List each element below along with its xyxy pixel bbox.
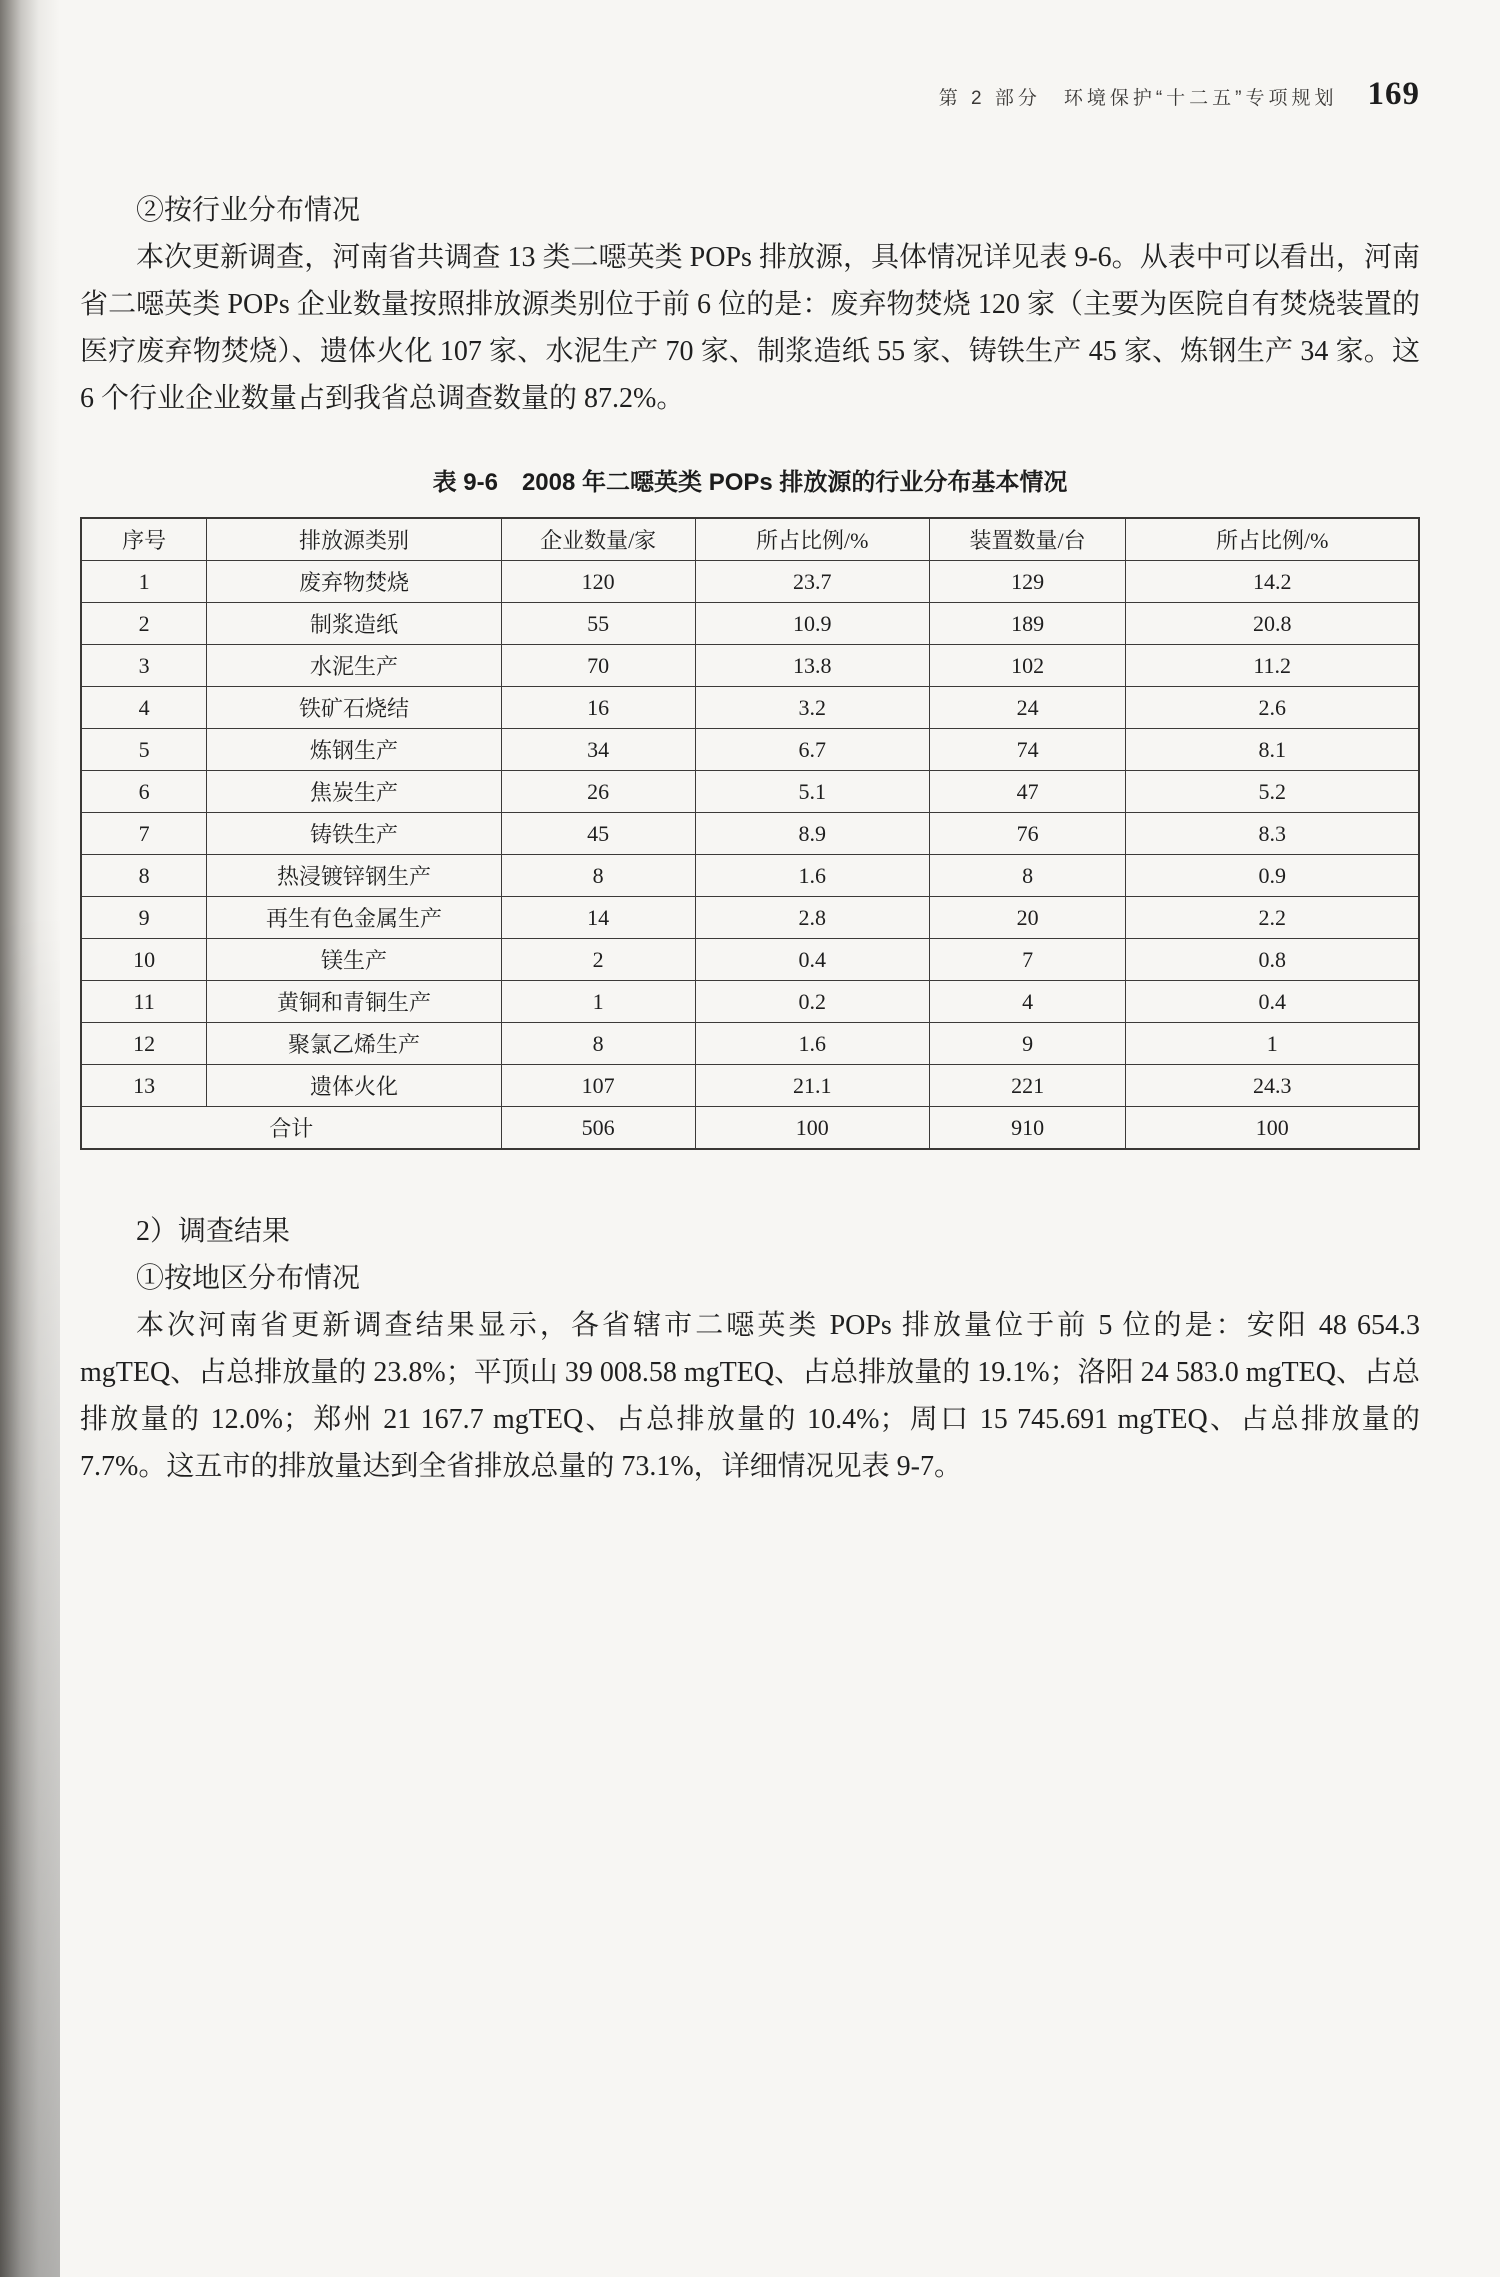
table-cell: 炼钢生产: [207, 729, 501, 771]
table-cell: 70: [501, 645, 695, 687]
column-header: 序号: [81, 518, 207, 561]
table-cell: 再生有色金属生产: [207, 897, 501, 939]
table-cell: 10: [81, 939, 207, 981]
table-cell: 506: [501, 1107, 695, 1150]
table-cell: 0.8: [1126, 939, 1419, 981]
table-cell: 74: [929, 729, 1126, 771]
table-cell: 11.2: [1126, 645, 1419, 687]
table-cell: 189: [929, 603, 1126, 645]
table-cell: 3: [81, 645, 207, 687]
table-cell: 8: [929, 855, 1126, 897]
table-cell: 100: [1126, 1107, 1419, 1150]
table-cell: 55: [501, 603, 695, 645]
table-cell: 2.2: [1126, 897, 1419, 939]
table-cell: 0.4: [695, 939, 929, 981]
table-caption: 表 9-6 2008 年二噁英类 POPs 排放源的行业分布基本情况: [432, 469, 1068, 496]
paragraph-region-distribution: 本次河南省更新调查结果显示，各省辖市二噁英类 POPs 排放量位于前 5 位的是：安阳 48 654.3 mgTEQ、占总排放量的 23.8%；平顶山 39 008.58 mgTEQ、占总排放量的 19.1%；洛阳 24 583.0 mgTEQ、占总排放量的 12.0%；郑州 21 167.7 mgTEQ、占总排放量的 10.4%；周口 15 745.691 mgTEQ、占总排放量的 7.7%。这五市的排放量达到全省排放总量的 73.1%，详细情况见表 9-7。: [80, 1310, 1420, 1482]
table-cell: 1: [501, 981, 695, 1023]
table-cell: 20.8: [1126, 603, 1419, 645]
table-cell: 26: [501, 771, 695, 813]
column-header: 所占比例/%: [1126, 518, 1419, 561]
table-cell: 129: [929, 561, 1126, 603]
table-cell: 1: [1126, 1023, 1419, 1065]
table-cell: 21.1: [695, 1065, 929, 1107]
table-row: [81, 981, 1419, 1023]
section-heading-industry: ②按行业分布情况: [136, 195, 361, 226]
table-cell: 9: [929, 1023, 1126, 1065]
table-cell: 铁矿石烧结: [207, 687, 501, 729]
table-cell: 2: [501, 939, 695, 981]
section-heading-results: 2）调查结果: [136, 1216, 291, 1247]
table-cell: 11: [81, 981, 207, 1023]
table-cell: 2: [81, 603, 207, 645]
table-cell: 6.7: [695, 729, 929, 771]
table-cell: 聚氯乙烯生产: [207, 1023, 501, 1065]
table-cell: 废弃物焚烧: [207, 561, 501, 603]
table-body: [81, 561, 1419, 1150]
paragraph-industry-distribution: 本次更新调查，河南省共调查 13 类二噁英类 POPs 排放源，具体情况详见表 9-6。从表中可以看出，河南省二噁英类 POPs 企业数量按照排放源类别位于前 6 位的是：废弃物焚烧 120 家（主要为医院自有焚烧装置的医疗废弃物焚烧）、遗体火化 107 家、水泥生产 70 家、制浆造纸 55 家、铸铁生产 45 家、炼钢生产 34 家。这 6 个行业企业数量占到我省总调查数量的 87.2%。: [80, 242, 1420, 414]
table-cell: 7: [81, 813, 207, 855]
table-cell: 24: [929, 687, 1126, 729]
table-cell: 铸铁生产: [207, 813, 501, 855]
page-binding-shadow: [0, 0, 60, 2277]
table-row: [81, 687, 1419, 729]
column-header: 企业数量/家: [501, 518, 695, 561]
table-cell: 黄铜和青铜生产: [207, 981, 501, 1023]
table-cell: 34: [501, 729, 695, 771]
table-cell: 107: [501, 1065, 695, 1107]
table-cell: 8.3: [1126, 813, 1419, 855]
table-cell: 3.2: [695, 687, 929, 729]
table-row: [81, 1065, 1419, 1107]
page-header: [80, 76, 1420, 113]
table-cell: 12: [81, 1023, 207, 1065]
table-cell: 1.6: [695, 855, 929, 897]
table-cell: 焦炭生产: [207, 771, 501, 813]
table-cell: 4: [81, 687, 207, 729]
table-total-label: 合计: [81, 1107, 501, 1150]
table-cell: 2.6: [1126, 687, 1419, 729]
table-cell: 10.9: [695, 603, 929, 645]
table-row: [81, 561, 1419, 603]
table-row: [81, 855, 1419, 897]
table-cell: 76: [929, 813, 1126, 855]
table-cell: 100: [695, 1107, 929, 1150]
table-cell: 221: [929, 1065, 1126, 1107]
table-cell: 镁生产: [207, 939, 501, 981]
table-cell: 0.9: [1126, 855, 1419, 897]
column-header: 装置数量/台: [929, 518, 1126, 561]
table-cell: 9: [81, 897, 207, 939]
table-cell: 2.8: [695, 897, 929, 939]
page-number: 169: [1367, 76, 1420, 112]
table-cell: 102: [929, 645, 1126, 687]
table-cell: 14.2: [1126, 561, 1419, 603]
table-cell: 120: [501, 561, 695, 603]
table-cell: 7: [929, 939, 1126, 981]
table-cell: 8.1: [1126, 729, 1419, 771]
table-cell: 1.6: [695, 1023, 929, 1065]
table-cell: 0.2: [695, 981, 929, 1023]
column-header: 排放源类别: [207, 518, 501, 561]
table-cell: 5.1: [695, 771, 929, 813]
table-cell: 5: [81, 729, 207, 771]
section-heading-region: ①按地区分布情况: [136, 1263, 361, 1294]
table-cell: 13.8: [695, 645, 929, 687]
table-row: [81, 897, 1419, 939]
table-cell: 4: [929, 981, 1126, 1023]
table-cell: 制浆造纸: [207, 603, 501, 645]
table-cell: 23.7: [695, 561, 929, 603]
table-cell: 6: [81, 771, 207, 813]
table-cell: 遗体火化: [207, 1065, 501, 1107]
table-row: [81, 645, 1419, 687]
table-cell: 8.9: [695, 813, 929, 855]
table-cell: 14: [501, 897, 695, 939]
table-cell: 8: [81, 855, 207, 897]
table-row: [81, 939, 1419, 981]
table-cell: 910: [929, 1107, 1126, 1150]
table-cell: 24.3: [1126, 1065, 1419, 1107]
table-cell: 16: [501, 687, 695, 729]
column-header: 所占比例/%: [695, 518, 929, 561]
table-total-row: [81, 1107, 1419, 1150]
table-row: [81, 729, 1419, 771]
table-cell: 水泥生产: [207, 645, 501, 687]
table-head-row: [81, 518, 1419, 561]
emissions-source-table: [80, 517, 1420, 1150]
table-cell: 5.2: [1126, 771, 1419, 813]
table-row: [81, 771, 1419, 813]
table-row: [81, 813, 1419, 855]
table-cell: 1: [81, 561, 207, 603]
table-cell: 0.4: [1126, 981, 1419, 1023]
running-header-title: 第 2 部分 环境保护“十二五”专项规划: [938, 88, 1338, 109]
table-cell: 47: [929, 771, 1126, 813]
table-row: [81, 1023, 1419, 1065]
table-row: [81, 603, 1419, 645]
table-cell: 45: [501, 813, 695, 855]
table-cell: 13: [81, 1065, 207, 1107]
table-cell: 热浸镀锌钢生产: [207, 855, 501, 897]
table-cell: 20: [929, 897, 1126, 939]
table-cell: 8: [501, 855, 695, 897]
table-cell: 8: [501, 1023, 695, 1065]
